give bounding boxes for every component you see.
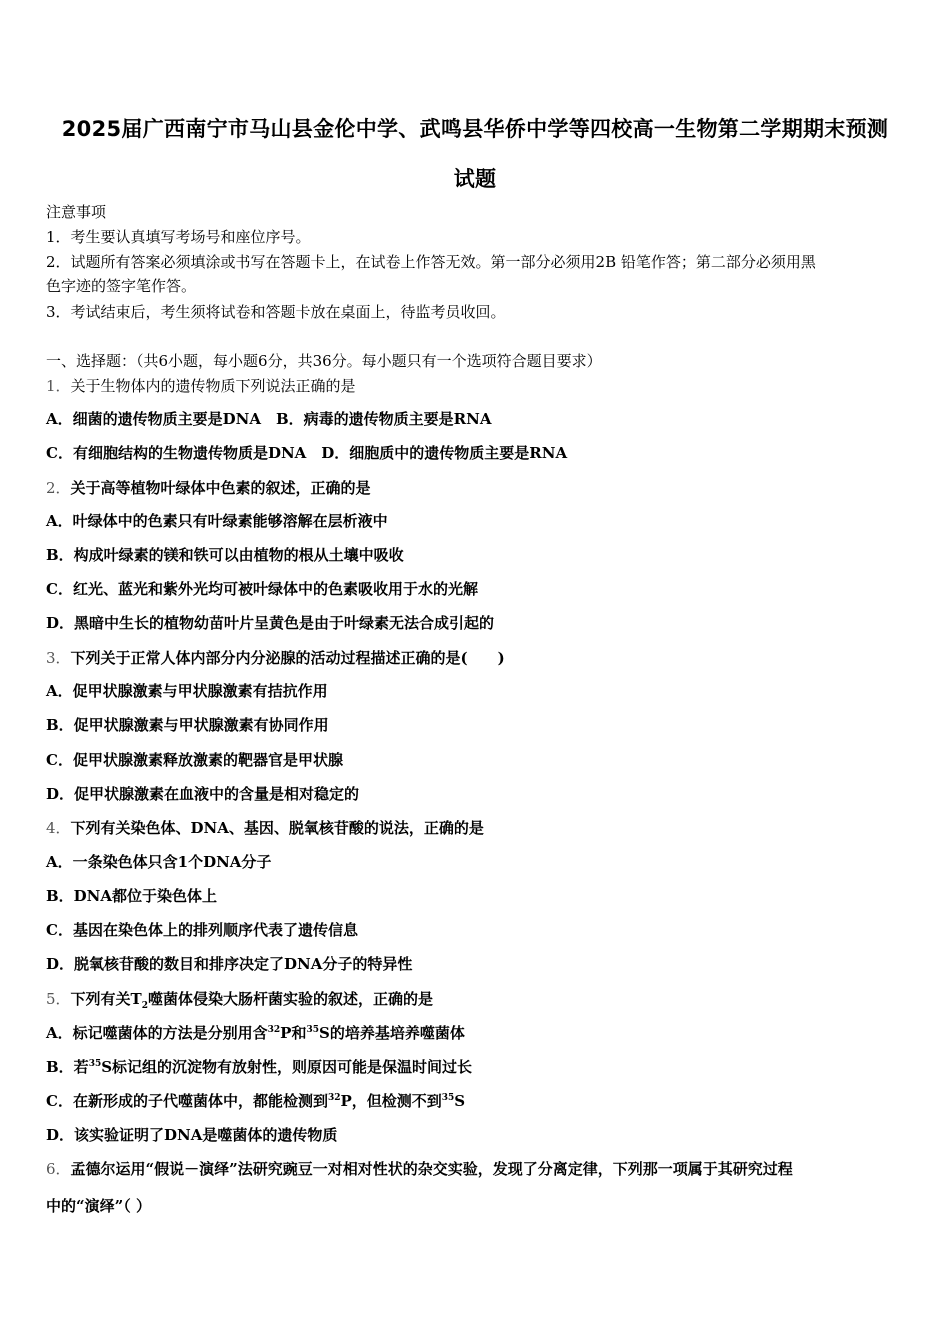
option-text: C．在新形成的子代噬菌体中，都能检测到 xyxy=(46,1092,328,1110)
question-4-option-a: A．一条染色体只含1个DNA分子 xyxy=(46,853,272,871)
question-5-stem xyxy=(46,989,908,1009)
question-2-option-a: A．叶绿体中的色素只有叶绿素能够溶解在层析液中 xyxy=(46,512,388,530)
question-text: 关于生物体内的遗传物质下列说法正确的是 xyxy=(70,377,356,395)
question-number: 5． xyxy=(46,990,71,1008)
question-1-stem xyxy=(46,376,908,396)
question-2-option-d: D．黑暗中生长的植物幼苗叶片呈黄色是由于叶绿素无法合成引起的 xyxy=(46,614,495,632)
question-5-option-d: D．该实验证明了DNA是噬菌体的遗传物质 xyxy=(46,1126,338,1144)
option-text-mid: P和 xyxy=(280,1024,307,1042)
question-5-option-c xyxy=(46,1091,908,1111)
question-2-stem xyxy=(46,478,908,498)
question-2-option-b: B．构成叶绿素的镁和铁可以由植物的根从土壤中吸收 xyxy=(46,546,404,564)
superscript: 32 xyxy=(327,1093,341,1103)
question-text: 下列关于正常人体内部分内分泌腺的活动过程描述正确的是( ) xyxy=(70,649,505,667)
question-text: 下列有关染色体、DNA、基因、脱氧核苷酸的说法，正确的是 xyxy=(70,819,484,837)
option-text: A．标记噬菌体的方法是分别用含 xyxy=(46,1024,268,1042)
subscript: 2 xyxy=(141,1001,148,1011)
question-5-option-a xyxy=(46,1023,908,1043)
question-3-option-b: B．促甲状腺激素与甲状腺激素有协同作用 xyxy=(46,716,329,734)
option-text-end: S的培养基培养噬菌体 xyxy=(318,1024,465,1042)
question-1-options-ab: A．细菌的遗传物质主要是DNA B．病毒的遗传物质主要是RNA xyxy=(46,410,492,428)
question-number: 4． xyxy=(46,819,71,837)
question-5-option-b xyxy=(46,1057,908,1077)
question-1-options-cd: C．有细胞结构的生物遗传物质是DNA D．细胞质中的遗传物质主要是RNA xyxy=(46,444,568,462)
question-4-option-d: D．脱氧核苷酸的数目和排序决定了DNA分子的特异性 xyxy=(46,955,413,973)
question-number: 6． xyxy=(46,1160,71,1178)
question-text: 孟德尔运用“假说－演绎”法研究豌豆一对相对性状的杂交实验，发现了分离定律，下列那一项属于其研究过程 xyxy=(70,1160,793,1178)
option-text-end: S标记组的沉淀物有放射性，则原因可能是保温时间过长 xyxy=(101,1058,473,1076)
option-text-mid: P，但检测不到 xyxy=(340,1092,442,1110)
superscript: 35 xyxy=(88,1059,102,1069)
exam-title-line-1: 2025届广西南宁市马山县金伦中学、武鸣县华侨中学等四校高一生物第二学期期末预测 xyxy=(61,117,889,141)
superscript: 35 xyxy=(441,1093,455,1103)
question-4-option-c: C．基因在染色体上的排列顺序代表了遗传信息 xyxy=(46,921,358,939)
question-4-stem xyxy=(46,818,908,838)
question-6-stem xyxy=(46,1159,908,1179)
question-4-option-b: B．DNA都位于染色体上 xyxy=(46,887,218,905)
question-text: 关于高等植物叶绿体中色素的叙述，正确的是 xyxy=(70,479,371,497)
exam-title-line-2: 试题 xyxy=(453,167,497,191)
notes-heading: 注意事项 xyxy=(46,203,107,221)
question-6-stem-continued: 中的“演绎”（ ） xyxy=(46,1197,151,1215)
question-2-option-c: C．红光、蓝光和紫外光均可被叶绿体中的色素吸收用于水的光解 xyxy=(46,580,478,598)
question-3-option-a: A．促甲状腺激素与甲状腺激素有拮抗作用 xyxy=(46,682,328,700)
note-3: 3．考试结束后，考生须将试卷和答题卡放在桌面上，待监考员收回。 xyxy=(46,303,506,321)
question-number: 2． xyxy=(46,479,71,497)
note-2: 2．试题所有答案必须填涂或书写在答题卡上，在试卷上作答无效。第一部分必须用2B 铅笔作答；第二部分必须用黑 xyxy=(46,253,816,271)
question-3-stem xyxy=(46,648,908,668)
question-number: 3． xyxy=(46,649,71,667)
note-1: 1．考生要认真填写考场号和座位序号。 xyxy=(46,228,311,246)
option-text: B．若 xyxy=(46,1058,89,1076)
question-3-option-d: D．促甲状腺激素在血液中的含量是相对稳定的 xyxy=(46,785,360,803)
section-heading: 一、选择题：（共6小题，每小题6分，共36分。每小题只有一个选项符合题目要求） xyxy=(46,352,602,370)
superscript: 35 xyxy=(306,1025,319,1035)
question-text: 下列有关T xyxy=(70,990,142,1008)
question-3-option-c: C．促甲状腺激素释放激素的靶器官是甲状腺 xyxy=(46,751,343,769)
note-2-continued: 色字迹的签字笔作答。 xyxy=(46,277,197,295)
question-text-cont: 噬菌体侵染大肠杆菌实验的叙述，正确的是 xyxy=(147,990,433,1008)
superscript: 32 xyxy=(267,1025,281,1035)
option-text-end: S xyxy=(454,1092,466,1110)
question-number: 1． xyxy=(46,377,71,395)
